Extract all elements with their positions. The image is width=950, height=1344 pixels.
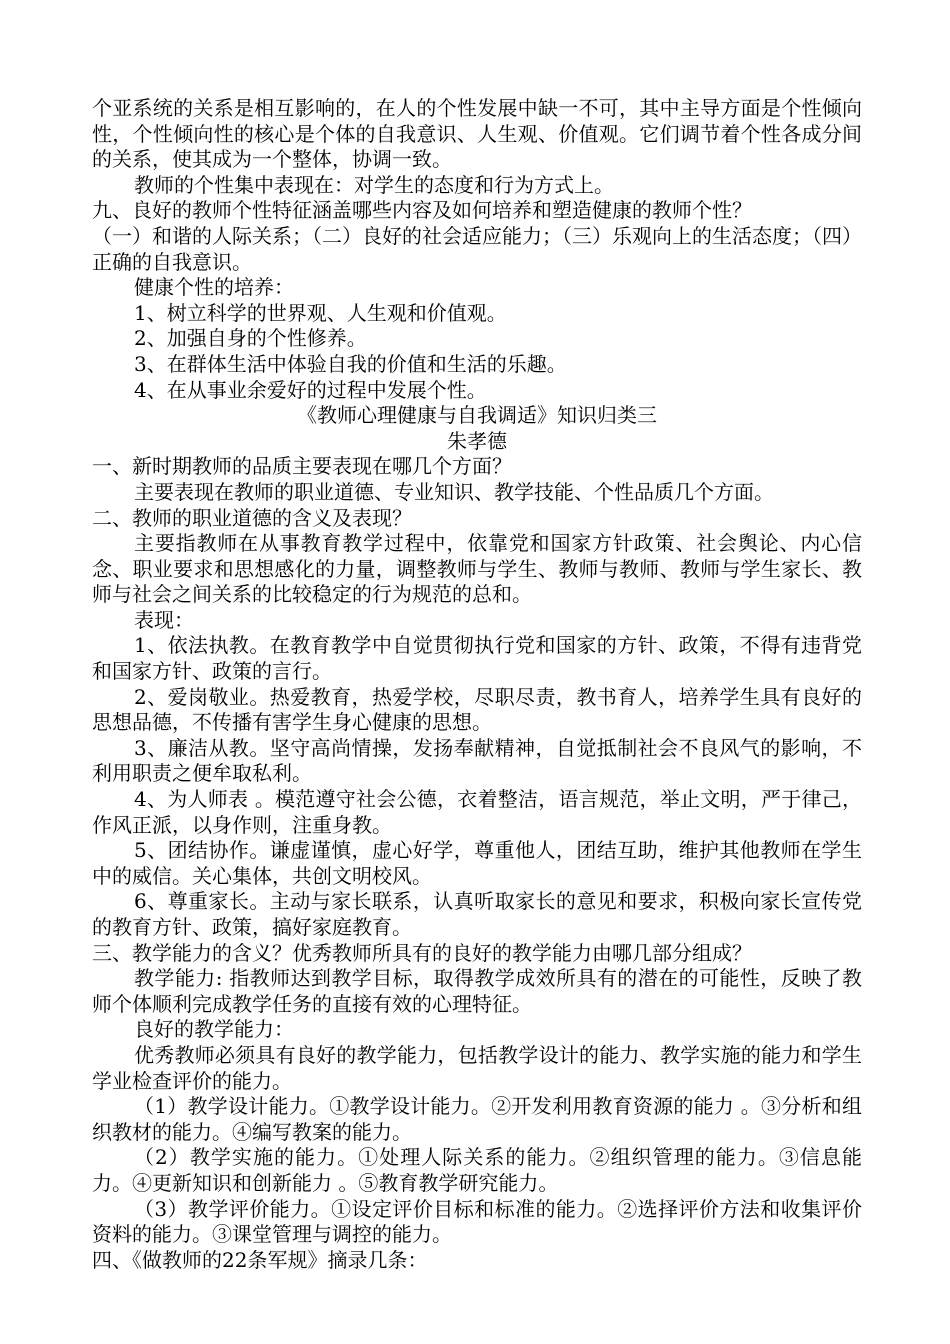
question-heading: 二、教师的职业道德的含义及表现？ — [92, 505, 412, 530]
list-item: （3）教学评价能力。①设定评价目标和标准的能力。②选择评价方法和收集评价资料的能力。③课堂管理与调控的能力。 — [92, 1196, 862, 1247]
list-item: 6、尊重家长。主动与家长联系，认真听取家长的意见和要求，积极向家长宣传党的教育方针、政策，搞好家庭教育。 — [92, 889, 862, 939]
question-heading: 四、《做教师的22条军规》摘录几条： — [92, 1247, 428, 1272]
body-paragraph: 健康个性的培养： — [134, 275, 294, 300]
body-paragraph: 教师的个性集中表现在：对学生的态度和行为方式上。 — [134, 172, 614, 197]
list-item: 4、为人师表 。模范遵守社会公德，衣着整洁，语言规范，举止文明，严于律己，作风正派，以身作则，注重身教。 — [92, 787, 862, 837]
question-heading: 一、新时期教师的品质主要表现在哪几个方面？ — [92, 454, 512, 479]
body-paragraph: 良好的教学能力： — [134, 1017, 294, 1042]
question-heading: 三、教学能力的含义？优秀教师所具有的良好的教学能力由哪几部分组成？ — [92, 940, 752, 965]
body-paragraph: 优秀教师必须具有良好的教学能力，包括教学设计的能力、教学实施的能力和学生学业检查评价的能力。 — [92, 1042, 862, 1093]
list-item: 3、廉洁从教。坚守高尚情操，发扬奉献精神，自觉抵制社会不良风气的影响，不利用职责之便牟取私利。 — [92, 735, 862, 786]
list-item: 4、在从事业余爱好的过程中发展个性。 — [134, 377, 487, 402]
list-item: 3、在群体生活中体验自我的价值和生活的乐趣。 — [134, 351, 567, 376]
author-name: 朱孝德 — [447, 428, 507, 453]
list-item: 1、依法执教。在教育教学中自觉贯彻执行党和国家的方针、政策，不得有违背党和国家方针、政策的言行。 — [92, 633, 862, 684]
document-body — [92, 96, 862, 1273]
list-item: （1）教学设计能力。①教学设计能力。②开发利用教育资源的能力 。③分析和组织教材的能力。④编写教案的能力。 — [92, 1094, 862, 1144]
list-item: （2）教学实施的能力。①处理人际关系的能力。②组织管理的能力。③信息能力。④更新知识和创新能力 。⑤教育教学研究能力。 — [92, 1145, 862, 1195]
list-item: 5、团结协作。谦虚谨慎，虚心好学，尊重他人，团结互助，维护其他教师在学生中的威信。关心集体，共创文明校风。 — [92, 838, 862, 888]
question-heading: 九、良好的教师个性特征涵盖哪些内容及如何培养和塑造健康的教师个性？ — [92, 198, 752, 223]
body-paragraph: 主要指教师在从事教育教学过程中，依靠党和国家方针政策、社会舆论、内心信念、职业要求和思想感化的力量，调整教师与学生、教师与教师、教师与学生家长、教师与社会之间关系的比较稳定的行为规范的总和。 — [92, 531, 862, 607]
body-paragraph: 教学能力: 指教师达到教学目标，取得教学成效所具有的潜在的可能性，反映了教师个体顺利完成教学任务的直接有效的心理特征。 — [92, 966, 862, 1016]
body-paragraph: 个亚系统的关系是相互影响的，在人的个性发展中缺一不可，其中主导方面是个性倾向性，个性倾向性的核心是个体的自我意识、人生观、价值观。它们调节着个性各成分间的关系，使其成为一个整体，协调一致。 — [92, 96, 862, 172]
body-paragraph: （一）和谐的人际关系；（二）良好的社会适应能力；（三）乐观向上的生活态度；（四）正确的自我意识。 — [92, 223, 862, 274]
list-item: 2、爱岗敬业。热爱教育，热爱学校，尽职尽责，教书育人，培养学生具有良好的思想品德，不传播有害学生身心健康的思想。 — [92, 684, 862, 735]
list-item: 1、树立科学的世界观、人生观和价值观。 — [134, 300, 507, 325]
body-paragraph: 表现： — [134, 607, 194, 632]
body-paragraph: 主要表现在教师的职业道德、专业知识、教学技能、个性品质几个方面。 — [134, 479, 774, 504]
list-item: 2、加强自身的个性修养。 — [134, 326, 367, 351]
section-title: 《教师心理健康与自我调适》知识归类三 — [297, 403, 657, 428]
